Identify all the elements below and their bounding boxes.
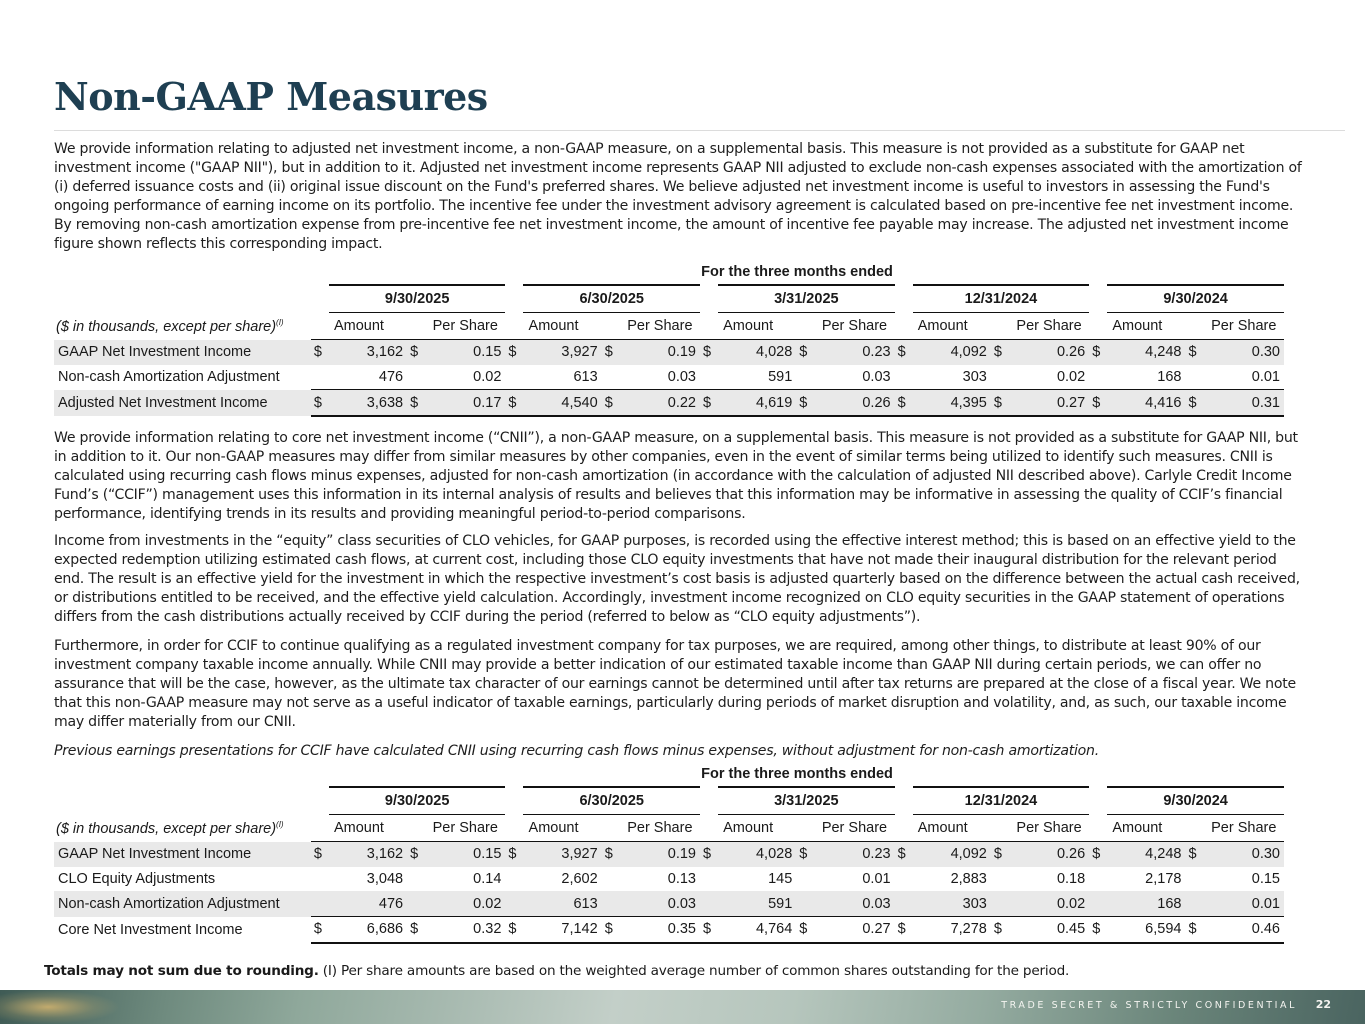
per-share-cell: 0.46 bbox=[1204, 917, 1284, 943]
amount-cell: 6,686 bbox=[329, 917, 407, 943]
period-header: 3/31/2025 bbox=[718, 285, 895, 313]
amount-cell: 476 bbox=[378, 369, 404, 386]
currency-symbol bbox=[796, 365, 814, 390]
currency-symbol: $ bbox=[895, 390, 913, 416]
currency-symbol bbox=[311, 867, 329, 892]
per-share-cell: 0.30 bbox=[1204, 842, 1284, 867]
per-share-cell: 0.22 bbox=[620, 390, 700, 416]
footer-band bbox=[0, 990, 1365, 1024]
period-header: 6/30/2025 bbox=[523, 285, 700, 313]
amount-cell: 4,540 bbox=[523, 390, 601, 416]
core-nii-grid bbox=[54, 786, 1284, 944]
row-label: Adjusted Net Investment Income bbox=[54, 390, 311, 416]
header-spacer bbox=[1185, 313, 1203, 340]
table-row bbox=[54, 340, 1284, 365]
per-share-cell: 0.02 bbox=[473, 369, 502, 386]
header-spacer bbox=[796, 815, 814, 842]
amount-cell: 303 bbox=[962, 369, 987, 386]
per-share-cell: 0.15 bbox=[425, 340, 505, 365]
per-share-cell: 0.31 bbox=[1204, 390, 1284, 416]
currency-symbol bbox=[1089, 891, 1107, 916]
amount-header: Amount bbox=[528, 318, 579, 334]
currency-symbol bbox=[311, 891, 329, 916]
amount-cell: 2,883 bbox=[950, 871, 987, 888]
amount-cell: 168 bbox=[1157, 369, 1182, 386]
amount-header: Amount bbox=[333, 318, 384, 334]
currency-symbol: $ bbox=[602, 842, 620, 867]
adjusted-nii-grid bbox=[54, 284, 1284, 417]
per-share-cell: 0.26 bbox=[1009, 842, 1089, 867]
header-spacer bbox=[311, 285, 329, 313]
amount-cell: 168 bbox=[1107, 891, 1185, 916]
units-label bbox=[54, 313, 311, 340]
currency-symbol bbox=[1185, 365, 1203, 390]
header-spacer bbox=[505, 787, 523, 815]
currency-symbol: $ bbox=[796, 917, 814, 943]
currency-symbol: $ bbox=[602, 917, 620, 943]
header-spacer bbox=[505, 285, 523, 313]
amount-cell: 2,602 bbox=[561, 871, 598, 888]
currency-symbol: $ bbox=[311, 340, 329, 365]
per-share-cell: 0.14 bbox=[473, 871, 502, 888]
header-spacer bbox=[1089, 787, 1107, 815]
units-label-text: ($ in thousands, except per share) bbox=[56, 820, 277, 837]
per-share-cell: 0.02 bbox=[425, 891, 505, 916]
per-share-cell: 0.03 bbox=[862, 369, 891, 386]
per-share-cell: 0.32 bbox=[425, 917, 505, 943]
column-subheader-row bbox=[54, 313, 1284, 340]
core-nii-body bbox=[54, 842, 1284, 943]
tax-paragraph: Furthermore, in order for CCIF to continue qualifying as a regulated investment company for tax purposes, we are required, among other things, to distribute at least 90% of our investment company taxable income annually. While CNII may provide a better indication of our estimated taxable income than GAAP NII during certain periods, we can offer no assurance that will be the case, however, as the ultimate tax character of our earnings cannot be determined until after tax returns are prepared at the close of a fiscal year. We note that this non-GAAP measure may not serve as a useful indicator of taxable earnings, particularly during periods of market disruption and volatility, and, as such, our taxable income may differ materially from our CNII. bbox=[54, 638, 1296, 731]
currency-symbol bbox=[700, 891, 718, 916]
per-share-cell: 0.23 bbox=[814, 842, 894, 867]
currency-symbol: $ bbox=[505, 917, 523, 943]
per-share-cell: 0.26 bbox=[1009, 340, 1089, 365]
amount-cell: 3,927 bbox=[523, 340, 601, 365]
header-spacer bbox=[700, 787, 718, 815]
currency-symbol bbox=[407, 891, 425, 916]
table-caption-text: For the three months ended bbox=[701, 766, 893, 782]
currency-symbol: $ bbox=[407, 842, 425, 867]
per-share-cell: 0.03 bbox=[667, 369, 696, 386]
amount-cell: 4,028 bbox=[718, 340, 796, 365]
currency-symbol: $ bbox=[895, 917, 913, 943]
table-caption bbox=[54, 766, 1284, 786]
per-share-header: Per Share bbox=[821, 318, 888, 334]
amount-cell: 6,594 bbox=[1107, 917, 1185, 943]
per-share-cell: 0.01 bbox=[862, 871, 891, 888]
period-header: 12/31/2024 bbox=[913, 285, 1090, 313]
currency-symbol bbox=[895, 867, 913, 892]
header-spacer bbox=[407, 815, 425, 842]
per-share-cell: 0.03 bbox=[814, 891, 894, 916]
per-share-cell: 0.01 bbox=[1251, 369, 1280, 386]
per-share-cell: 0.15 bbox=[1251, 871, 1280, 888]
amount-header: Amount bbox=[1112, 318, 1163, 334]
per-share-cell: 0.02 bbox=[1009, 891, 1089, 916]
previous-presentations-note: Previous earnings presentations for CCIF have calculated CNII using recurring cash flows minus expenses, without adjustment for non-cash amortization. bbox=[54, 743, 1099, 759]
amount-header: Amount bbox=[723, 820, 774, 836]
amount-header: Amount bbox=[723, 318, 774, 334]
currency-symbol bbox=[602, 891, 620, 916]
adjusted-nii-body bbox=[54, 340, 1284, 417]
per-share-cell: 0.19 bbox=[620, 340, 700, 365]
per-share-header: Per Share bbox=[1211, 820, 1277, 836]
amount-cell: 3,048 bbox=[366, 871, 404, 888]
footnote bbox=[44, 963, 1069, 979]
currency-symbol: $ bbox=[700, 390, 718, 416]
amount-cell: 7,278 bbox=[913, 917, 991, 943]
currency-symbol: $ bbox=[991, 390, 1009, 416]
currency-symbol bbox=[700, 365, 718, 390]
currency-symbol: $ bbox=[1185, 340, 1203, 365]
page-title: Non-GAAP Measures bbox=[54, 74, 488, 119]
table-row bbox=[54, 842, 1284, 867]
per-share-cell: 0.27 bbox=[1009, 390, 1089, 416]
per-share-header: Per Share bbox=[627, 318, 693, 334]
period-header: 9/30/2024 bbox=[1107, 787, 1284, 815]
period-header: 6/30/2025 bbox=[523, 787, 700, 815]
currency-symbol: $ bbox=[505, 842, 523, 867]
amount-header: Amount bbox=[333, 820, 384, 836]
row-label: GAAP Net Investment Income bbox=[54, 842, 311, 867]
currency-symbol: $ bbox=[1089, 390, 1107, 416]
currency-symbol: $ bbox=[505, 340, 523, 365]
amount-header: Amount bbox=[917, 820, 968, 836]
amount-cell: 303 bbox=[913, 891, 991, 916]
amount-cell: 3,638 bbox=[329, 390, 407, 416]
amount-header: Amount bbox=[917, 318, 968, 334]
per-share-header: Per Share bbox=[627, 820, 693, 836]
currency-symbol bbox=[796, 867, 814, 892]
per-share-header: Per Share bbox=[1211, 318, 1277, 334]
currency-symbol bbox=[407, 867, 425, 892]
period-header-row bbox=[54, 787, 1284, 815]
table-row bbox=[54, 891, 1284, 916]
intro-paragraph: We provide information relating to adjusted net investment income, a non-GAAP measure, on a supplemental basis. This measure is not provided as a substitute for GAAP net investment income ("GAAP NII"), but in addition to it. Adjusted net investment income represents GAAP NII adjusted to exclude non-cash expenses associated with the amortization of (i) deferred issuance costs and (ii) original issue discount on the Fund's preferred shares. We believe adjusted net investment income is useful to investors in assessing the Fund's ongoing performance of earning income on its portfolio. The incentive fee under the investment advisory agreement is calculated based on pre-incentive fee net investment income. By removing non-cash amortization expense from pre-incentive fee net investment income, the amount of incentive fee payable may increase. The adjusted net investment income figure shown reflects this corresponding impact. bbox=[54, 141, 1302, 253]
amount-cell: 591 bbox=[718, 891, 796, 916]
currency-symbol bbox=[505, 891, 523, 916]
cnii-paragraph: We provide information relating to core net investment income (“CNII”), a non-GAAP measure, on a supplemental basis. This measure is not provided as a substitute for GAAP NII, but in addition to it. Our non-GAAP measures may differ from similar measures by other companies, even in the event of similar terms being utilized to identify such measures. CNII is calculated using recurring cash flows minus expenses, adjusted for non-cash amortization (in accordance with the calculation of adjusted NII described above). Carlyle Credit Income Fund’s (“CCIF”) management uses this information in its internal analysis of results and believes that this information may be informative in assessing the quality of CCIF’s financial performance, identifying trends in its results and providing meaningful period-to-period comparisons. bbox=[54, 430, 1298, 523]
row-label: Non-cash Amortization Adjustment bbox=[58, 369, 280, 386]
header-spacer bbox=[1185, 815, 1203, 842]
currency-symbol: $ bbox=[602, 390, 620, 416]
period-header: 9/30/2025 bbox=[329, 787, 506, 815]
currency-symbol bbox=[602, 365, 620, 390]
amount-cell: 4,092 bbox=[913, 842, 991, 867]
header-spacer bbox=[311, 787, 329, 815]
currency-symbol bbox=[407, 365, 425, 390]
amount-cell: 591 bbox=[768, 369, 793, 386]
column-subheader-row bbox=[54, 815, 1284, 842]
footnote-bold: Totals may not sum due to rounding. bbox=[44, 963, 319, 979]
currency-symbol: $ bbox=[407, 340, 425, 365]
currency-symbol bbox=[1185, 891, 1203, 916]
currency-symbol: $ bbox=[505, 390, 523, 416]
currency-symbol bbox=[311, 365, 329, 390]
currency-symbol: $ bbox=[700, 842, 718, 867]
currency-symbol: $ bbox=[407, 917, 425, 943]
amount-cell: 4,092 bbox=[913, 340, 991, 365]
amount-cell: 476 bbox=[329, 891, 407, 916]
amount-cell: 4,764 bbox=[718, 917, 796, 943]
header-spacer bbox=[796, 313, 814, 340]
footer-decoration bbox=[0, 990, 120, 1024]
table-caption bbox=[54, 264, 1284, 284]
header-spacer bbox=[895, 787, 913, 815]
currency-symbol: $ bbox=[1185, 390, 1203, 416]
currency-symbol: $ bbox=[991, 917, 1009, 943]
currency-symbol: $ bbox=[700, 340, 718, 365]
currency-symbol bbox=[1089, 365, 1107, 390]
amount-cell: 145 bbox=[768, 871, 793, 888]
amount-cell: 4,416 bbox=[1107, 390, 1185, 416]
currency-symbol: $ bbox=[700, 917, 718, 943]
currency-symbol: $ bbox=[1089, 917, 1107, 943]
currency-symbol: $ bbox=[991, 842, 1009, 867]
amount-cell: 613 bbox=[573, 369, 598, 386]
currency-symbol: $ bbox=[1089, 340, 1107, 365]
amount-cell: 4,028 bbox=[718, 842, 796, 867]
header-spacer bbox=[602, 815, 620, 842]
header-spacer bbox=[602, 313, 620, 340]
units-footnote-marker: (I) bbox=[276, 819, 284, 829]
amount-cell: 3,162 bbox=[329, 340, 407, 365]
table-row bbox=[54, 390, 1284, 416]
currency-symbol bbox=[1185, 867, 1203, 892]
per-share-cell: 0.17 bbox=[425, 390, 505, 416]
per-share-header: Per Share bbox=[432, 318, 498, 334]
currency-symbol bbox=[700, 867, 718, 892]
currency-symbol: $ bbox=[796, 390, 814, 416]
header-spacer bbox=[54, 285, 311, 313]
currency-symbol: $ bbox=[991, 340, 1009, 365]
amount-header: Amount bbox=[1112, 820, 1163, 836]
currency-symbol bbox=[505, 365, 523, 390]
period-header: 3/31/2025 bbox=[718, 787, 895, 815]
units-label bbox=[54, 815, 311, 842]
currency-symbol bbox=[895, 365, 913, 390]
currency-symbol: $ bbox=[895, 842, 913, 867]
amount-cell: 2,178 bbox=[1145, 871, 1182, 888]
header-spacer bbox=[700, 285, 718, 313]
per-share-cell: 0.13 bbox=[667, 871, 696, 888]
currency-symbol bbox=[796, 891, 814, 916]
footnote-text: (I) Per share amounts are based on the weighted average number of common shares outstanding for the period. bbox=[318, 963, 1070, 979]
currency-symbol bbox=[991, 867, 1009, 892]
currency-symbol: $ bbox=[1185, 917, 1203, 943]
per-share-cell: 0.03 bbox=[620, 891, 700, 916]
currency-symbol bbox=[602, 867, 620, 892]
currency-symbol: $ bbox=[796, 842, 814, 867]
currency-symbol bbox=[991, 891, 1009, 916]
amount-cell: 4,248 bbox=[1107, 842, 1185, 867]
header-spacer bbox=[1089, 285, 1107, 313]
currency-symbol bbox=[1089, 867, 1107, 892]
per-share-cell: 0.23 bbox=[814, 340, 894, 365]
row-label: Core Net Investment Income bbox=[58, 921, 243, 938]
confidentiality-label: TRADE SECRET & STRICTLY CONFIDENTIAL bbox=[1001, 1000, 1297, 1011]
per-share-cell: 0.15 bbox=[425, 842, 505, 867]
per-share-header: Per Share bbox=[821, 820, 888, 836]
table-row bbox=[54, 917, 1284, 943]
per-share-cell: 0.27 bbox=[814, 917, 894, 943]
header-spacer bbox=[991, 313, 1009, 340]
per-share-cell: 0.19 bbox=[620, 842, 700, 867]
currency-symbol: $ bbox=[602, 340, 620, 365]
header-spacer bbox=[54, 787, 311, 815]
units-footnote-marker: (I) bbox=[276, 317, 284, 327]
period-header: 9/30/2024 bbox=[1107, 285, 1284, 313]
header-spacer bbox=[991, 815, 1009, 842]
per-share-header: Per Share bbox=[1016, 820, 1082, 836]
header-spacer bbox=[407, 313, 425, 340]
row-label: CLO Equity Adjustments bbox=[58, 871, 216, 888]
currency-symbol bbox=[991, 365, 1009, 390]
equity-paragraph: Income from investments in the “equity” class securities of CLO vehicles, for GAAP purposes, is recorded using the effective interest method; this is based on an effective yield to the expected redemption utilizing estimated cash flows, at current cost, including those CLO equity investments that have not made their inaugural distribution for the relevant period end. The result is an effective yield for the investment in which the respective investment’s cost basis is adjusted quarterly based on the difference between the actual cash received, or distributions entitled to be received, and the effective yield calculation. Accordingly, investment income recognized on CLO equity securities in the GAAP statement of operations differs from the cash distributions actually received by CCIF during the period (referred to below as “CLO equity adjustments”). bbox=[54, 533, 1300, 626]
amount-cell: 4,619 bbox=[718, 390, 796, 416]
table-row bbox=[54, 867, 1284, 892]
amount-header: Amount bbox=[528, 820, 579, 836]
currency-symbol: $ bbox=[407, 390, 425, 416]
page-number: 22 bbox=[1315, 998, 1331, 1011]
per-share-cell: 0.26 bbox=[814, 390, 894, 416]
per-share-header: Per Share bbox=[432, 820, 498, 836]
currency-symbol bbox=[895, 891, 913, 916]
row-label: GAAP Net Investment Income bbox=[54, 340, 311, 365]
table-caption-text: For the three months ended bbox=[701, 264, 893, 280]
currency-symbol: $ bbox=[1185, 842, 1203, 867]
period-header: 9/30/2025 bbox=[329, 285, 506, 313]
units-label-text: ($ in thousands, except per share) bbox=[56, 318, 277, 335]
per-share-cell: 0.02 bbox=[1056, 369, 1086, 386]
per-share-cell: 0.30 bbox=[1204, 340, 1284, 365]
title-divider bbox=[54, 130, 1345, 131]
per-share-cell: 0.18 bbox=[1056, 871, 1086, 888]
core-nii-table bbox=[54, 766, 1284, 944]
currency-symbol bbox=[505, 867, 523, 892]
per-share-cell: 0.35 bbox=[620, 917, 700, 943]
per-share-cell: 0.01 bbox=[1204, 891, 1284, 916]
amount-cell: 3,927 bbox=[523, 842, 601, 867]
row-label: Non-cash Amortization Adjustment bbox=[54, 891, 311, 916]
per-share-cell: 0.45 bbox=[1009, 917, 1089, 943]
amount-cell: 4,248 bbox=[1107, 340, 1185, 365]
adjusted-nii-table bbox=[54, 264, 1284, 417]
currency-symbol: $ bbox=[796, 340, 814, 365]
amount-cell: 613 bbox=[523, 891, 601, 916]
period-header: 12/31/2024 bbox=[913, 787, 1090, 815]
table-row bbox=[54, 365, 1284, 390]
currency-symbol: $ bbox=[895, 340, 913, 365]
currency-symbol: $ bbox=[1089, 842, 1107, 867]
per-share-header: Per Share bbox=[1016, 318, 1082, 334]
currency-symbol: $ bbox=[311, 917, 329, 943]
header-spacer bbox=[895, 285, 913, 313]
amount-cell: 7,142 bbox=[523, 917, 601, 943]
amount-cell: 3,162 bbox=[329, 842, 407, 867]
currency-symbol: $ bbox=[311, 390, 329, 416]
period-header-row bbox=[54, 285, 1284, 313]
currency-symbol: $ bbox=[311, 842, 329, 867]
amount-cell: 4,395 bbox=[913, 390, 991, 416]
